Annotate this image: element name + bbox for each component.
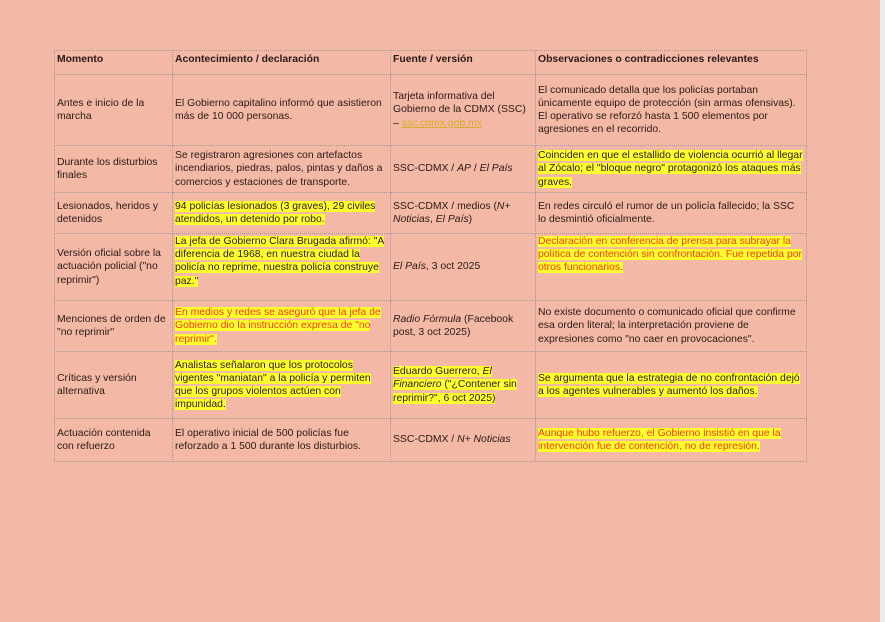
source-text: (Facebook post, 3 oct 2025) xyxy=(393,313,514,338)
source-text: SSC-CDMX / xyxy=(393,163,458,175)
highlighted-text: Analistas señalaron que los protocolos vigentes "maniatan" a la policía y permiten que los grupos violentos actúen con impunidad. xyxy=(175,359,371,411)
highlighted-red-text: Aunque hubo refuerzo, el Gobierno insistió en que la intervención fue de contención, no de represión. xyxy=(538,427,781,452)
cell-momento: Menciones de orden de "no reprimir" xyxy=(55,301,173,352)
cell-observaciones: No existe documento o comunicado oficial que confirme esa orden literal; la interpretación proviene de expresiones como "no caer en provocaciones". xyxy=(536,301,807,352)
source-italic: El País xyxy=(479,163,513,175)
cell-fuente xyxy=(391,301,536,352)
cell-acontecimiento xyxy=(173,193,391,234)
source-link[interactable]: ssc.cdmx.gob.mx xyxy=(401,117,482,129)
cell-momento: Lesionados, heridos y detenidos xyxy=(55,193,173,234)
cell-fuente xyxy=(391,234,536,301)
header-acontecimiento: Acontecimiento / declaración xyxy=(173,51,391,75)
source-text: ) xyxy=(468,214,473,225)
table-row xyxy=(55,301,807,352)
cell-momento: Actuación contenida con refuerzo xyxy=(55,419,173,462)
cell-observaciones xyxy=(536,352,807,419)
cell-fuente xyxy=(391,75,536,146)
table-row xyxy=(55,234,807,301)
source-italic: N+ Noticias xyxy=(457,434,511,446)
source-text: , xyxy=(429,214,436,225)
source-text: SSC-CDMX / xyxy=(393,434,458,446)
cell-acontecimiento xyxy=(173,234,391,301)
table-header-row xyxy=(55,51,807,75)
header-fuente: Fuente / versión xyxy=(391,51,536,75)
table-row xyxy=(55,419,807,462)
cell-momento: Versión oficial sobre la actuación policial ("no reprimir") xyxy=(55,234,173,301)
source-italic: El País xyxy=(435,214,469,225)
source-text: SSC-CDMX / medios ( xyxy=(393,200,497,212)
cell-fuente xyxy=(391,352,536,419)
cell-acontecimiento xyxy=(173,301,391,352)
cell-observaciones xyxy=(536,146,807,193)
highlighted-red-text: Declaración en conferencia de prensa para subrayar la política de contención sin confrontación. Fue repetida por otros funcionarios. xyxy=(538,236,802,274)
source-text: Tarjeta informativa del Gobierno de la CDMX (SSC) – xyxy=(393,91,526,129)
cell-observaciones xyxy=(536,419,807,462)
cell-fuente xyxy=(391,193,536,234)
source-text: / xyxy=(470,163,480,175)
cell-momento: Críticas y versión alternativa xyxy=(55,352,173,419)
highlighted-source xyxy=(393,366,517,403)
highlighted-text: Coinciden en que el estallido de violencia ocurrió al llegar al Zócalo; el "bloque negro" protagonizó los ataques más graves. xyxy=(538,150,803,188)
source-italic: Radio Fórmula xyxy=(393,313,462,325)
table-row xyxy=(55,352,807,419)
table-row xyxy=(55,146,807,193)
cell-momento: Antes e inicio de la marcha xyxy=(55,75,173,146)
events-table xyxy=(54,50,807,462)
table-row xyxy=(55,193,807,234)
source-text: ("¿Contener sin reprimir?", 6 oct 2025) xyxy=(393,379,517,404)
source-text: , 3 oct 2025 xyxy=(425,261,481,273)
cell-observaciones: El comunicado detalla que los policías portaban únicamente equipo de protección (sin armas ofensivas). El operativo se reforzó hasta 1 500 elementos por agresiones en el recorrido. xyxy=(536,75,807,146)
cell-acontecimiento xyxy=(173,352,391,419)
window-edge xyxy=(880,0,885,622)
highlighted-text: 94 policías lesionados (3 graves), 29 civiles atendidos, un detenido por robo. xyxy=(175,200,376,225)
table-row xyxy=(55,75,807,146)
cell-fuente xyxy=(391,419,536,462)
cell-momento: Durante los disturbios finales xyxy=(55,146,173,193)
cell-acontecimiento: El Gobierno capitalino informó que asistieron más de 10 000 personas. xyxy=(173,75,391,146)
header-observaciones: Observaciones o contradicciones relevantes xyxy=(536,51,807,75)
source-italic: N+ Noticias xyxy=(393,200,511,225)
cell-fuente xyxy=(391,146,536,193)
source-italic: El País xyxy=(393,261,426,273)
header-momento: Momento xyxy=(55,51,173,75)
cell-acontecimiento: Se registraron agresiones con artefactos incendiarios, piedras, palos, pintas y daños a comercios y estaciones de transporte. xyxy=(173,146,391,193)
cell-observaciones xyxy=(536,234,807,301)
highlighted-text: La jefa de Gobierno Clara Brugada afirmó: "A diferencia de 1968, en nuestra ciudad la policía no reprime, nuestra policía construye paz." xyxy=(175,236,385,287)
cell-acontecimiento: El operativo inicial de 500 policías fue reforzado a 1 500 durante los disturbios. xyxy=(173,419,391,462)
cell-observaciones: En redes circuló el rumor de un policía fallecido; la SSC lo desmintió oficialmente. xyxy=(536,193,807,234)
source-italic: El Financiero xyxy=(393,366,492,391)
highlighted-text: Se argumenta que la estrategia de no confrontación dejó a los agentes vulnerables y aumentó los daños. xyxy=(538,372,800,397)
source-text: Eduardo Guerrero, xyxy=(393,366,483,378)
source-italic: AP xyxy=(457,163,471,175)
highlighted-red-text: En medios y redes se aseguró que la jefa de Gobierno dio la instrucción expresa de "no reprimir". xyxy=(175,307,381,345)
